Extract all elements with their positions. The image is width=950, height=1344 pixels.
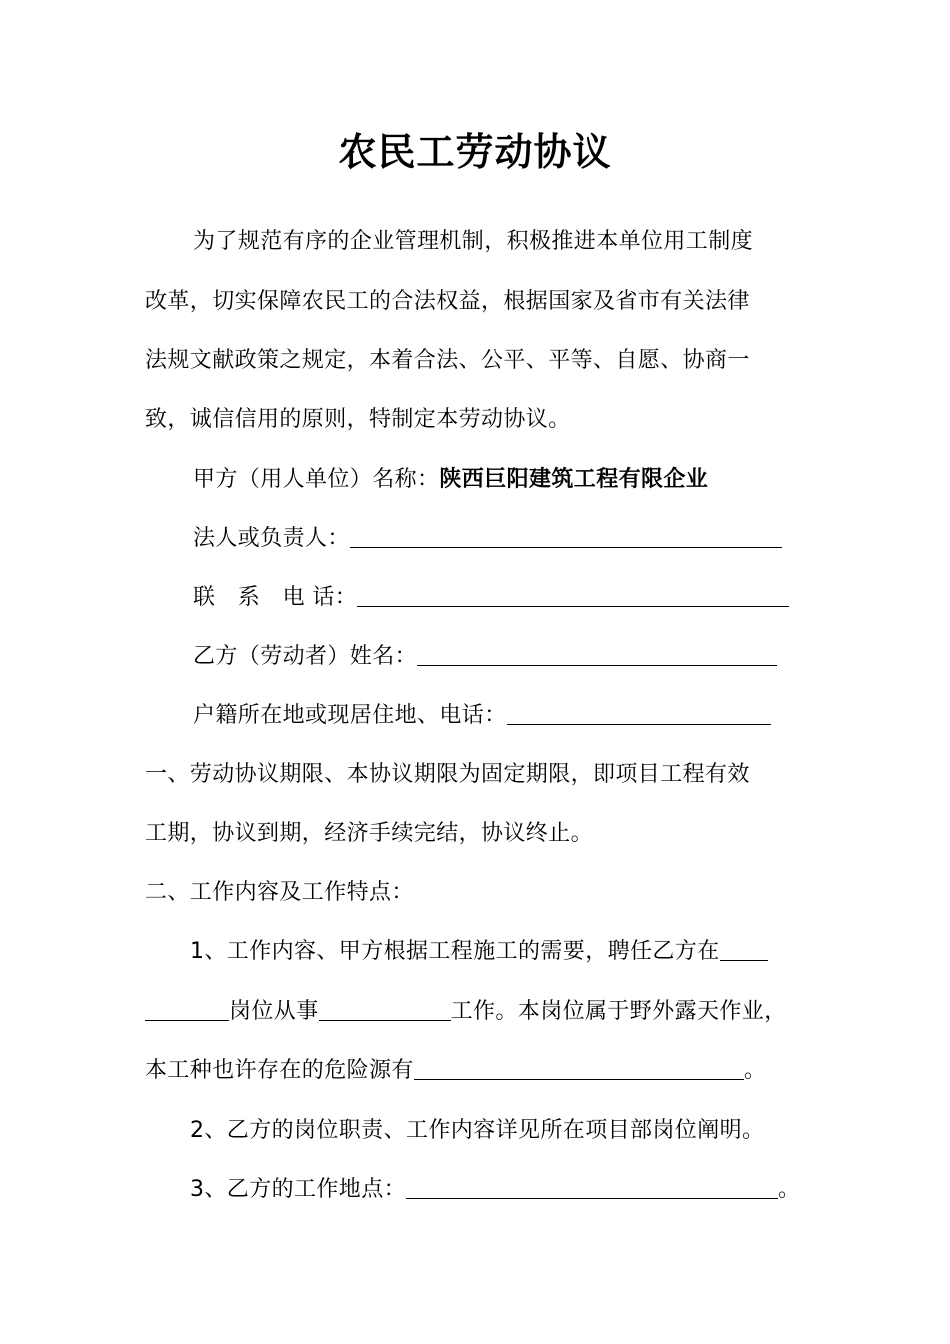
party-b-name-blank[interactable] xyxy=(417,639,777,666)
item1-blank-3[interactable] xyxy=(319,994,451,1021)
preamble-line-2: 改革，切实保障农民工的合法权益，根据国家及省市有关法律 xyxy=(145,289,750,314)
work-location-blank[interactable] xyxy=(406,1172,778,1199)
item1-text-2b: 工作。本岗位属于野外露天作业， xyxy=(450,999,787,1024)
item1-text-3-end: 。 xyxy=(743,1058,767,1083)
item1-text-2a: 岗位从事 xyxy=(229,999,319,1024)
legal-rep-label: 法人或负责人： xyxy=(193,526,350,551)
item1-text-3a: 本工种也许存在的危险源有 xyxy=(145,1058,414,1083)
section2-heading: 二、工作内容及工作特点： xyxy=(145,880,414,905)
section1-line-2: 工期，协议到期，经济手续完结，协议终止。 xyxy=(145,821,594,846)
item1-line-1 xyxy=(190,932,825,972)
item1-blank-4[interactable] xyxy=(414,1053,744,1080)
contact-phone-line xyxy=(193,578,825,618)
residence-line xyxy=(193,696,825,736)
party-b-line xyxy=(193,637,825,677)
preamble-line-3: 法规文献政策之规定，本着合法、公平、平等、自愿、协商一 xyxy=(145,348,750,373)
item1-line-3 xyxy=(145,1051,825,1091)
residence-label: 户籍所在地或现居住地、电话： xyxy=(193,703,507,728)
item3-label: 3、乙方的工作地点： xyxy=(190,1177,406,1202)
legal-rep-line xyxy=(193,519,825,559)
party-b-label: 乙方（劳动者）姓名： xyxy=(193,644,418,669)
document-title: 农民工劳动协议 xyxy=(338,130,612,174)
party-a-name: 陕西巨阳建筑工程有限企业 xyxy=(439,467,709,492)
item1-line-2 xyxy=(145,992,825,1032)
item2-line: 2、乙方的岗位职责、工作内容详见所在项目部岗位阐明。 xyxy=(190,1118,765,1143)
contact-phone-blank[interactable] xyxy=(357,580,789,607)
preamble-line-4: 致，诚信信用的原则，特制定本劳动协议。 xyxy=(145,407,571,432)
item3-end: 。 xyxy=(778,1177,801,1202)
party-a-label: 甲方（用人单位）名称： xyxy=(193,467,440,492)
contact-phone-label: 联 系 电 话： xyxy=(193,585,358,610)
party-a-line xyxy=(193,460,825,500)
item1-blank-2[interactable] xyxy=(145,994,229,1021)
preamble-line-1: 为了规范有序的企业管理机制，积极推进本单位用工制度 xyxy=(193,229,754,254)
legal-rep-blank[interactable] xyxy=(350,521,782,548)
residence-blank[interactable] xyxy=(507,698,771,725)
section1-line-1: 一、劳动协议期限、本协议期限为固定期限，即项目工程有效 xyxy=(145,762,750,787)
item1-blank-1[interactable] xyxy=(720,934,768,961)
item1-text-1: 1、工作内容、甲方根据工程施工的需要，聘任乙方在 xyxy=(190,939,720,964)
item3-line xyxy=(190,1170,825,1210)
